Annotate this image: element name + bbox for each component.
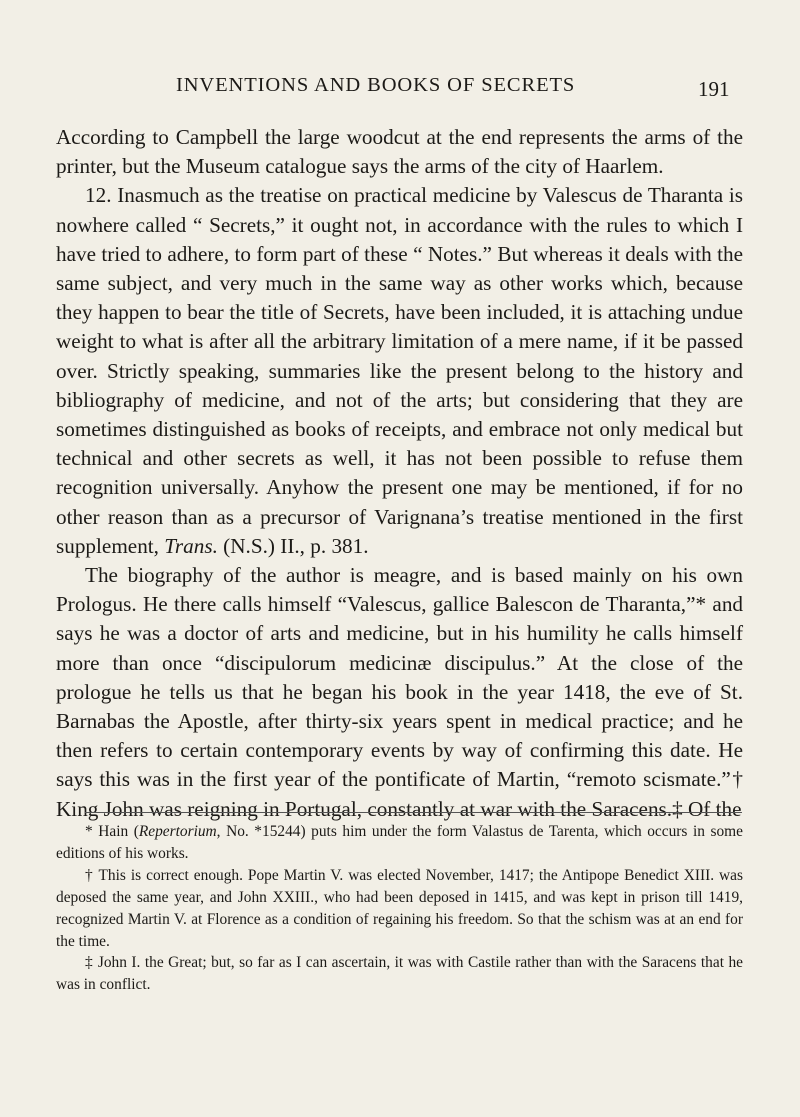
footnote-3 [56,952,743,996]
footnote-2-text: This is correct enough. Pope Martin V. was elected November, 1417; the Antipope Benedict XIII. was deposed the same year, and John XXIII., who had been deposed in 1415, and was kept in prison till 1419, recognized Martin V. at Florence as a condition of regaining his freedom. So that the schism was at an end for the time. [56,866,743,950]
paragraph-3-text-a: The biography of the author is meagre, and is based mainly on his own Prologus. He there calls himself “Valescus, gallice Balescon de Tharanta,” [56,563,743,617]
paragraph-2-text: 12. Inasmuch as the treatise on practical medicine by Valescus de Tharanta is nowhere called “ Secrets,” it ought not, in accordance with the rules to which I have tried to adhere, to form part of these “ Notes.” But whereas it deals with the same subject, and very much in the same way as other works which, because they happen to bear the title of Secrets, have been included, it is attaching undue weight to what is after all the arbitrary limitation of a mere name, if it be passed over. Strictly speaking, summaries like the present belong to the history and bibliography of medicine, and not of the arts; but considering that they are sometimes distinguished as books of receipts, and embrace not only medical but technical and other secrets as well, it has not been possible to refuse them recognition universally. Anyhow the present one may be mentioned, if for no other reason than as a precursor of Varignana’s treatise mentioned in the first supplement, [56,183,743,558]
page-number: 191 [698,77,730,101]
footnote-1-text-a: Hain ( [98,823,139,840]
paragraph-3-text-c: King John was reigning in Portugal, constantly at war with the Saracens. [56,796,673,821]
footnote-1-italic: Repertorium [138,823,217,840]
footnote-divider [85,812,742,813]
footnote-1-mark: * [85,823,93,840]
footnote-1-text-b: , No. *15244) puts him under the form Valastus de Tarenta, which occurs in some editions of his works. [56,823,743,862]
paragraph-2-citation: (N.S.) II., p. 381. [223,533,369,558]
main-text [56,123,743,824]
footnote-ref-1: * [695,592,707,617]
running-head: INVENTIONS AND BOOKS OF SECRETS [176,74,576,96]
footnote-3-mark: ‡ [85,954,94,972]
footnote-2-mark: † [85,866,94,884]
paragraph-3-text-d: Of the [687,796,742,821]
paragraph-3 [56,561,743,824]
italic-trans: Trans. [164,533,218,558]
footnote-2 [56,865,743,953]
footnote-1 [56,821,743,865]
footnote-ref-2: † [730,767,743,792]
paragraph-3-text-b: and says he was a doctor of arts and medicine, but in his humility he calls himself more than once “discipulorum medicinæ discipulus.” At the close of the prologue he tells us that he began his book in the year 1418, the eve of St. Barnabas the Apostle, after thirty-six years spent in medical practice; and he then refers to certain contemporary events by way of confirming this date. He says this was in the first year of the pontificate of Martin, “remoto scismate.” [56,592,744,792]
footnotes [56,821,743,996]
paragraph-2 [56,181,743,561]
paragraph-1: According to Campbell the large woodcut at the end represents the arms of the printer, but the Museum catalogue says the arms of the city of Haarlem. [56,125,743,179]
footnote-3-text: John I. the Great; but, so far as I can ascertain, it was with Castile rather than with the Saracens that he was in conflict. [56,954,743,994]
footnote-ref-3: ‡ [672,796,683,821]
